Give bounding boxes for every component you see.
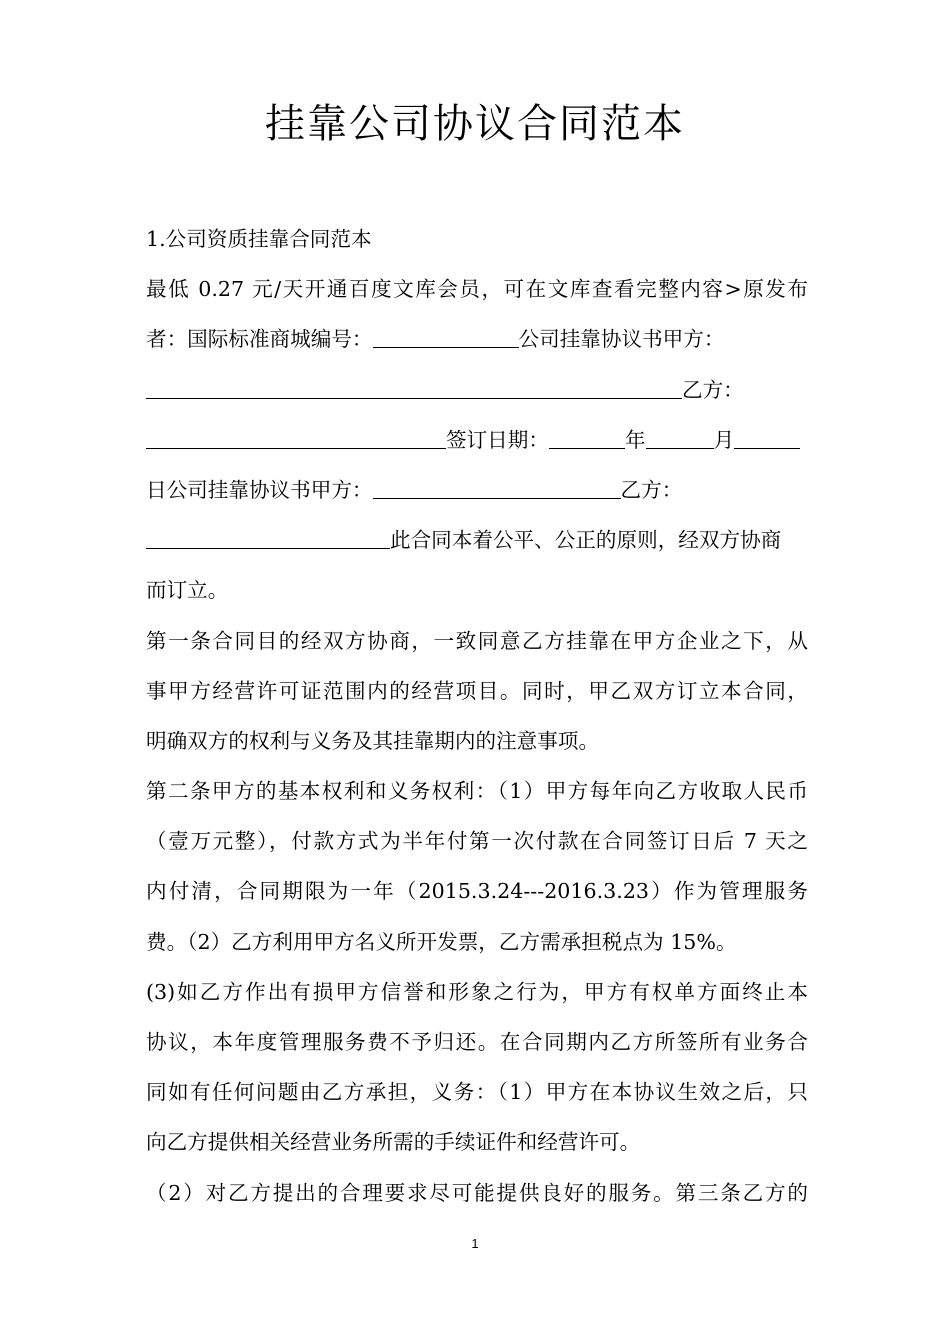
- line-text: 1.公司资质挂靠合同范本: [146, 227, 372, 251]
- line-text: 日公司挂靠协议书甲方：: [146, 477, 373, 502]
- text-line: [146, 666, 808, 716]
- line-text: (3)如乙方作出有损甲方信誉和形象之行为，甲方有权单方面终止本: [146, 979, 808, 1004]
- text-line: [146, 1067, 808, 1117]
- text-line: [146, 716, 808, 766]
- line-text: 明确双方的权利与义务及其挂靠期内的注意事项。: [146, 728, 600, 753]
- line-text: 事甲方经营许可证范围内的经营项目。同时，甲乙双方订立本合同，: [146, 678, 808, 703]
- document-title: 挂靠公司协议合同范本: [265, 101, 685, 147]
- line-text: 此合同本着公平、公正的原则，经双方协商: [390, 528, 782, 553]
- line-text: 同如有任何问题由乙方承担，义务：（1）甲方在本协议生效之后，只: [146, 1080, 808, 1105]
- line-text: 而订立。: [146, 578, 229, 603]
- line-text: 最低 0.27 元/天开通百度文库会员，可在文库查看完整内容>原发布: [146, 277, 808, 302]
- text-line: [146, 967, 808, 1017]
- fill-in-blank: [734, 427, 800, 449]
- text-line: [146, 465, 808, 515]
- line-text: 向乙方提供相关经营业务所需的手续证件和经营许可。: [146, 1130, 641, 1155]
- text-line: [146, 766, 808, 816]
- line-text: 第二条甲方的基本权利和义务权利：（1）甲方每年向乙方收取人民币: [146, 779, 808, 804]
- text-line: [146, 264, 808, 314]
- line-text: 公司挂靠协议书甲方：: [518, 327, 725, 352]
- text-line: [146, 515, 808, 565]
- text-line: [146, 816, 808, 866]
- line-text: 协议，本年度管理服务费不予归还。在合同期内乙方所签所有业务合: [146, 1030, 808, 1054]
- line-text: 内付清，合同期限为一年（2015.3.24---2016.3.23）作为管理服务: [146, 879, 808, 904]
- line-text: 费。（2）乙方利用甲方名义所开发票，乙方需承担税点为 15%。: [146, 929, 737, 954]
- text-line: [146, 1017, 808, 1067]
- line-text: 乙方：: [682, 377, 744, 402]
- text-line: [146, 214, 808, 264]
- fill-in-blank: [146, 528, 390, 550]
- text-line: [146, 314, 808, 364]
- fill-in-blank: [146, 427, 446, 449]
- text-line: [146, 365, 808, 415]
- text-line: [146, 866, 808, 916]
- line-text: 签订日期：: [446, 427, 549, 452]
- line-text: （壹万元整），付款方式为半年付第一次付款在合同签订日后 7 天之: [146, 829, 808, 854]
- text-line: [146, 1117, 808, 1167]
- fill-in-blank: [373, 477, 621, 499]
- text-line: [146, 1168, 808, 1218]
- line-text: （2）对乙方提出的合理要求尽可能提供良好的服务。第三条乙方的: [146, 1180, 808, 1205]
- line-text: 年: [624, 427, 646, 452]
- line-text: 月: [713, 427, 735, 452]
- fill-in-blank: [146, 377, 682, 399]
- text-line: [146, 565, 808, 615]
- document-body: [146, 214, 808, 1218]
- line-text: 第一条合同目的经双方协商，一致同意乙方挂靠在甲方企业之下，从: [146, 628, 808, 653]
- text-line: [146, 917, 808, 967]
- text-line: [146, 415, 808, 465]
- line-text: 乙方：: [620, 477, 683, 502]
- text-line: [146, 616, 808, 666]
- page-number: 1: [471, 1236, 479, 1251]
- line-text: 者：国际标准商城编号：: [146, 327, 373, 352]
- fill-in-blank: [549, 427, 625, 449]
- fill-in-blank: [373, 327, 519, 349]
- fill-in-blank: [646, 427, 714, 449]
